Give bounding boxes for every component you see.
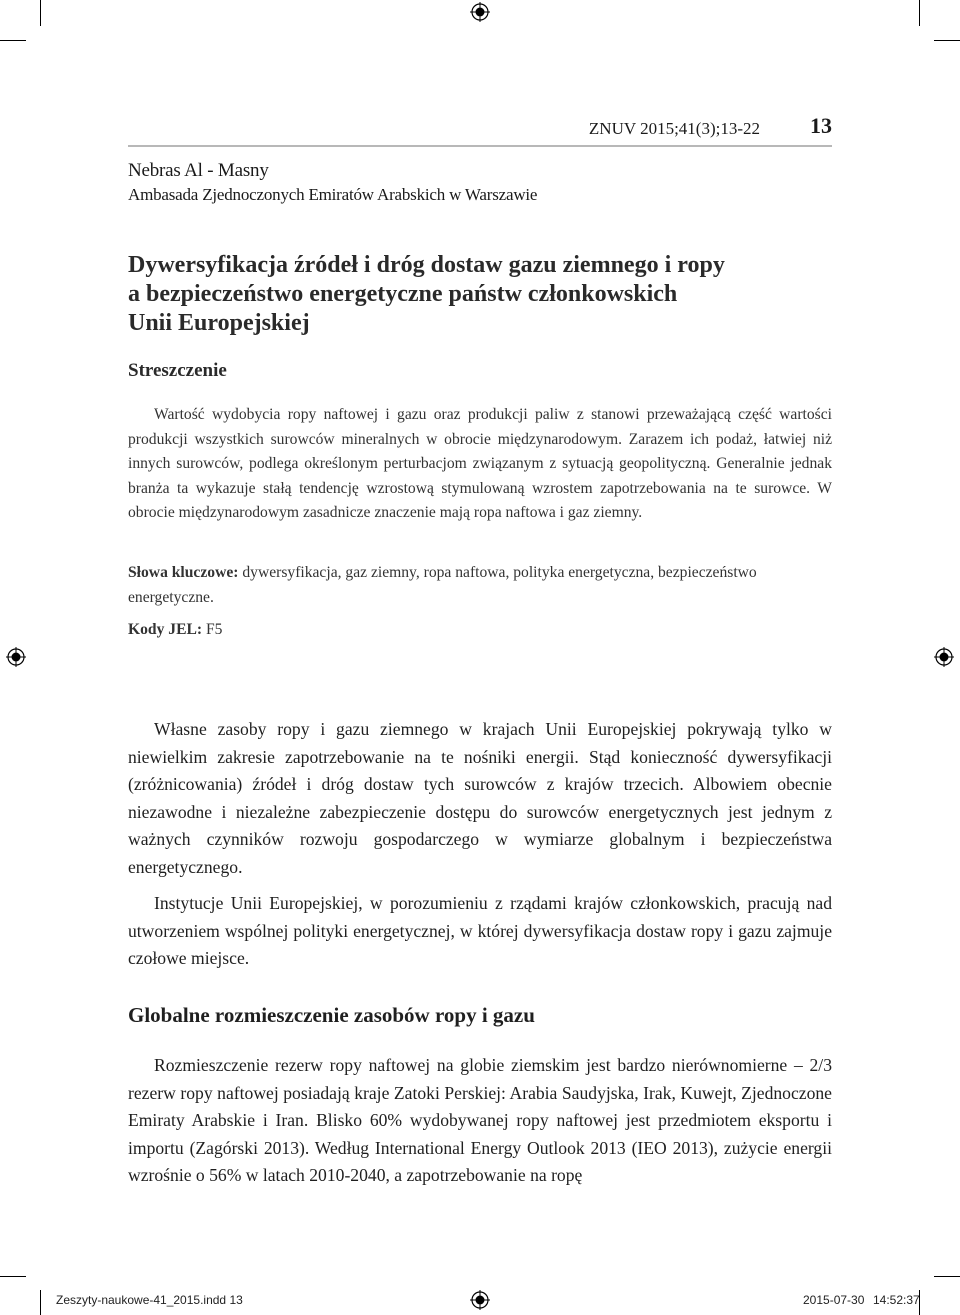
crop-mark — [0, 40, 26, 41]
crop-mark — [40, 0, 41, 26]
abstract-heading: Streszczenie — [128, 360, 227, 381]
crop-mark — [919, 0, 920, 26]
abstract-text: Wartość wydobycia ropy naftowej i gazu oraz produkcji paliw z stanowi przeważającą część wartości produkcji wszystkich surowców mineralnych w obrocie międzynarodowym. Zarazem ich podaż, łatwiej niż innych surowców, podlega określonym perturbacjom związanym z sytuacją geopolityczną. Generalnie jednak branża ta wykazuje stałą tendencję wzrostową stymulowaną wzrostem zapotrzebowania na te surowce. W obrocie międzynarodowym zasadnicze znaczenie mają ropa naftowa i gaz ziemny. — [128, 406, 832, 521]
title-line: Dywersyfikacja źródeł i dróg dostaw gazu ziemnego i ropy — [128, 252, 725, 278]
header-rule — [128, 145, 832, 147]
body-paragraph: Rozmieszczenie rezerw ropy naftowej na globie ziemskim jest bardzo nierównomierne – 2/3 rezerw ropy naftowej posiadają kraje Zatoki Perskiej: Arabia Saudyjska, Irak, Kuwejt, Zjednoczone Emiraty Arabskie i Iran. Blisko 60% wydobywanej ropy naftowej jest przedmiotem eksportu i importu (Zagórski 2013). Według International Energy Outlook 2013 (IEO 2013), zużycie energii wzrośnie o 56% w latach 2010-2040, a zapotrzebowanie na ropę — [128, 1055, 832, 1185]
section2-body — [128, 1052, 832, 1190]
keywords-text: dywersyfikacja, gaz ziemny, ropa naftowa, polityka energetyczna, bezpieczeństwo energetyczne. — [128, 564, 757, 606]
registration-mark-icon — [6, 647, 26, 667]
journal-reference: ZNUV 2015;41(3);13-22 — [588, 119, 760, 138]
keywords — [128, 561, 832, 610]
keywords-label: Słowa kluczowe: — [128, 564, 239, 581]
crop-mark — [0, 1276, 26, 1277]
running-header — [128, 113, 832, 143]
paper-title — [128, 251, 832, 338]
title-line: Unii Europejskiej — [128, 310, 310, 336]
intro-body — [128, 716, 832, 973]
crop-mark — [934, 40, 960, 41]
author-affiliation: Ambasada Zjednoczonych Emiratów Arabskich w Warszawie — [128, 185, 538, 204]
jel-text: F5 — [206, 621, 223, 638]
crop-mark — [40, 1290, 41, 1315]
footer-filename: Zeszyty-naukowe-41_2015.indd 13 — [56, 1293, 243, 1307]
author-name: Nebras Al - Masny — [128, 160, 269, 181]
section-heading: Globalne rozmieszczenie zasobów ropy i gazu — [128, 1003, 535, 1027]
footer-time: 14:52:37 — [873, 1293, 920, 1307]
body-paragraph: Własne zasoby ropy i gazu ziemnego w krajach Unii Europejskiej pokrywają tylko w niewielkim zakresie zapotrzebowanie na te nośniki energii. Stąd konieczność dywersyfikacji (zróżnicowania) źródeł i dróg dostaw tych surowców z krajów trzecich. Albowiem obecnie niezawodne i niezależne zabezpieczenie dostępu do surowców energetycznych jest jednym z ważnych czynników rozwoju gospodarczego w wymiarze globalnym i bezpieczeństwa energetycznego. — [128, 719, 832, 877]
title-line: a bezpieczeństwo energetyczne państw członkowskich — [128, 281, 678, 307]
crop-mark — [934, 1276, 960, 1277]
registration-mark-icon — [470, 1290, 490, 1310]
registration-mark-icon — [470, 2, 490, 22]
registration-mark-icon — [934, 647, 954, 667]
page-number: 13 — [810, 113, 832, 138]
footer-date: 2015-07-30 — [803, 1293, 865, 1307]
body-paragraph: Instytucje Unii Europejskiej, w porozumieniu z rządami krajów członkowskich, pracują nad utworzeniem wspólnej polityki energetycznej, w której dywersyfikacja dostaw ropy i gazu zajmuje czołowe miejsce. — [128, 893, 832, 968]
jel-label: Kody JEL: — [128, 621, 203, 638]
jel-codes — [128, 621, 222, 639]
